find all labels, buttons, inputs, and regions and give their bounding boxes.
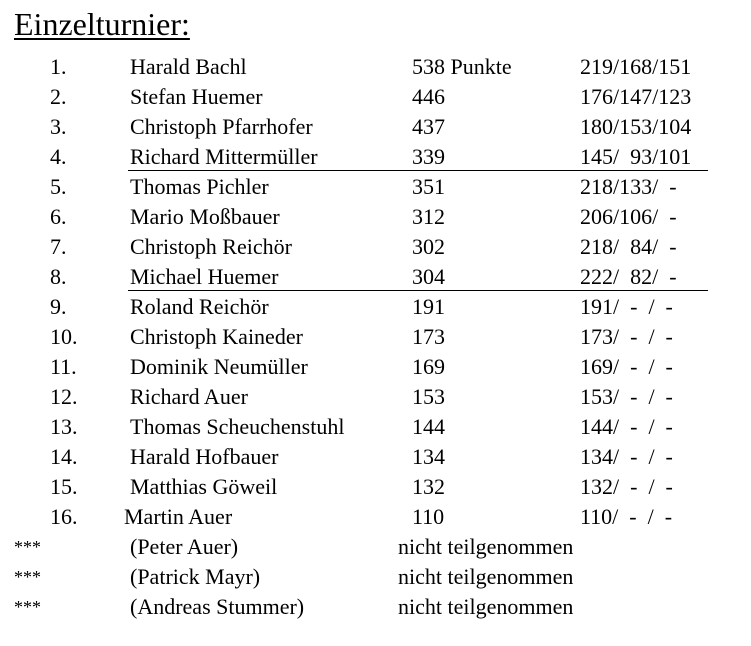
player-name: Roland Reichör <box>130 294 269 319</box>
points: 312 <box>412 204 445 229</box>
points: 169 <box>412 354 445 379</box>
player-name: Harald Bachl <box>130 54 247 79</box>
rank: 11. <box>50 354 77 379</box>
table-row <box>0 112 751 142</box>
list-item <box>0 532 751 562</box>
rank: 3. <box>50 114 67 139</box>
round-scores: 132/ - / - <box>580 474 673 499</box>
status-text: nicht teilgenommen <box>398 534 574 559</box>
round-scores: 222/ 82/ - <box>580 264 677 289</box>
player-name: Thomas Pichler <box>130 174 269 199</box>
points: 144 <box>412 414 445 439</box>
player-name: Harald Hofbauer <box>130 444 279 469</box>
table-row <box>0 352 751 382</box>
rank: 5. <box>50 174 67 199</box>
status-text: nicht teilgenommen <box>398 594 574 619</box>
rank: 4. <box>50 144 67 169</box>
round-scores: 134/ - / - <box>580 444 673 469</box>
table-row <box>0 142 751 172</box>
player-name: Richard Mittermüller <box>130 144 318 169</box>
player-name: Matthias Göweil <box>130 474 278 499</box>
table-row <box>0 442 751 472</box>
points: 339 <box>412 144 445 169</box>
player-name: Stefan Huemer <box>130 84 263 109</box>
group-divider <box>128 170 708 171</box>
table-row <box>0 52 751 82</box>
rank: 8. <box>50 264 67 289</box>
round-scores: 218/133/ - <box>580 174 677 199</box>
group-divider <box>128 290 708 291</box>
table-row <box>0 412 751 442</box>
rank: 12. <box>50 384 78 409</box>
points: 304 <box>412 264 445 289</box>
points: 302 <box>412 234 445 259</box>
rank: 16. <box>50 504 78 529</box>
absent-marker: *** <box>14 597 41 617</box>
table-row <box>0 82 751 112</box>
table-row <box>0 502 751 532</box>
table-row <box>0 382 751 412</box>
round-scores: 206/106/ - <box>580 204 677 229</box>
round-scores: 145/ 93/101 <box>580 144 692 169</box>
points: 446 <box>412 84 445 109</box>
points: 437 <box>412 114 445 139</box>
points: 351 <box>412 174 445 199</box>
list-item <box>0 562 751 592</box>
round-scores: 173/ - / - <box>580 324 673 349</box>
table-row <box>0 202 751 232</box>
points: 153 <box>412 384 445 409</box>
points: 538 Punkte <box>412 54 512 79</box>
round-scores: 153/ - / - <box>580 384 673 409</box>
rank: 1. <box>50 54 67 79</box>
rank: 10. <box>50 324 78 349</box>
rank: 6. <box>50 204 67 229</box>
status-text: nicht teilgenommen <box>398 564 574 589</box>
page-title: Einzelturnier: <box>14 6 190 42</box>
points: 110 <box>412 504 445 529</box>
list-item <box>0 592 751 622</box>
points: 132 <box>412 474 445 499</box>
table-row <box>0 172 751 202</box>
table-row <box>0 232 751 262</box>
round-scores: 191/ - / - <box>580 294 673 319</box>
player-name: Martin Auer <box>124 504 233 529</box>
table-row <box>0 262 751 292</box>
table-row <box>0 292 751 322</box>
player-name: Christoph Reichör <box>130 234 292 259</box>
round-scores: 218/ 84/ - <box>580 234 677 259</box>
player-name: Christoph Kaineder <box>130 324 303 349</box>
player-name: Mario Moßbauer <box>130 204 280 229</box>
round-scores: 219/168/151 <box>580 54 692 79</box>
player-name: Dominik Neumüller <box>130 354 308 379</box>
round-scores: 176/147/123 <box>580 84 692 109</box>
points: 191 <box>412 294 445 319</box>
round-scores: 180/153/104 <box>580 114 692 139</box>
table-row <box>0 472 751 502</box>
rank: 7. <box>50 234 67 259</box>
player-name: (Patrick Mayr) <box>130 564 261 589</box>
round-scores: 110/ - / - <box>580 504 673 529</box>
player-name: (Peter Auer) <box>130 534 239 559</box>
points: 173 <box>412 324 445 349</box>
player-name: Thomas Scheuchenstuhl <box>130 414 345 439</box>
rank: 13. <box>50 414 78 439</box>
rank: 15. <box>50 474 78 499</box>
absent-marker: *** <box>14 567 41 587</box>
player-name: Michael Huemer <box>130 264 279 289</box>
points: 134 <box>412 444 445 469</box>
player-name: Richard Auer <box>130 384 248 409</box>
rank: 14. <box>50 444 78 469</box>
rank: 9. <box>50 294 67 319</box>
player-name: (Andreas Stummer) <box>130 594 305 619</box>
round-scores: 144/ - / - <box>580 414 673 439</box>
player-name: Christoph Pfarrhofer <box>130 114 313 139</box>
rank: 2. <box>50 84 67 109</box>
round-scores: 169/ - / - <box>580 354 673 379</box>
table-row <box>0 322 751 352</box>
absent-marker: *** <box>14 537 41 557</box>
